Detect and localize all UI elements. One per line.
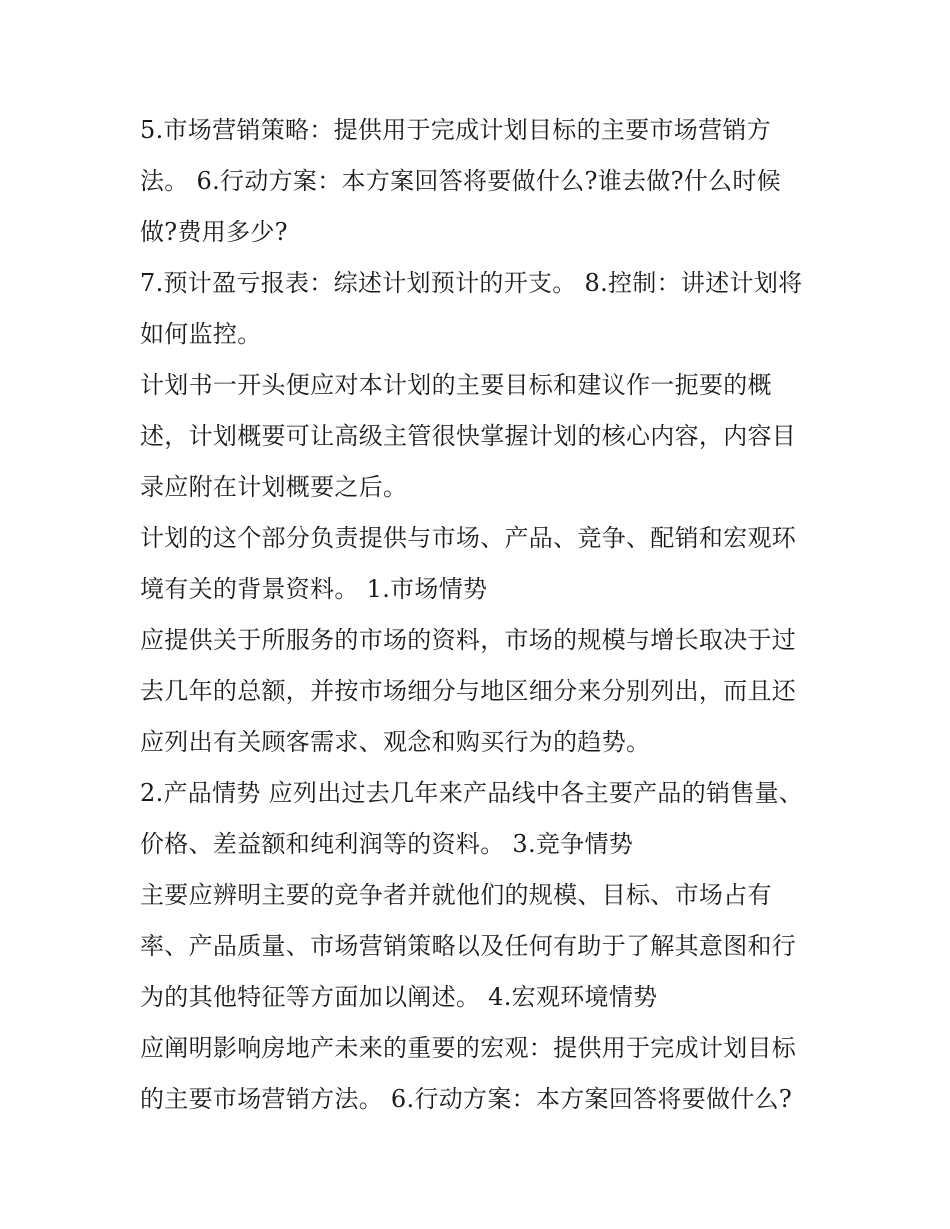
document-body xyxy=(140,105,820,1125)
text-line: 做?费用多少? xyxy=(140,218,288,246)
text-line: 去几年的总额，并按市场细分与地区细分来分别列出，而且还 xyxy=(140,677,797,705)
text-line: 的主要市场营销方法。 6.行动方案：本方案回答将要做什么? xyxy=(140,1085,793,1113)
text-line: 应阐明影响房地产未来的重要的宏观：提供用于完成计划目标 xyxy=(140,1034,797,1062)
text-line: 录应附在计划概要之后。 xyxy=(140,473,408,501)
text-line: 价格、差益额和纯利润等的资料。 3.竞争情势 xyxy=(140,830,634,858)
text-line: 率、产品质量、市场营销策略以及任何有助于了解其意图和行 xyxy=(140,932,797,960)
text-line: 应列出有关顾客需求、观念和购买行为的趋势。 xyxy=(140,728,651,756)
text-line: 如何监控。 xyxy=(140,320,262,348)
text-line: 7.预计盈亏报表：综述计划预计的开支。 8.控制：讲述计划将 xyxy=(140,269,803,297)
text-line: 计划书一开头便应对本计划的主要目标和建议作一扼要的概 xyxy=(140,371,772,399)
text-line: 5.市场营销策略：提供用于完成计划目标的主要市场营销方 xyxy=(140,116,771,144)
text-line: 法。 6.行动方案：本方案回答将要做什么?谁去做?什么时候 xyxy=(140,167,781,195)
text-line: 计划的这个部分负责提供与市场、产品、竞争、配销和宏观环 xyxy=(140,524,797,552)
text-line: 应提供关于所服务的市场的资料，市场的规模与增长取决于过 xyxy=(140,626,797,654)
text-line: 为的其他特征等方面加以阐述。 4.宏观环境情势 xyxy=(140,983,658,1011)
text-line: 境有关的背景资料。 1.市场情势 xyxy=(140,575,488,603)
text-line: 2.产品情势 应列出过去几年来产品线中各主要产品的销售量、 xyxy=(140,779,804,807)
text-line: 述，计划概要可让高级主管很快掌握计划的核心内容，内容目 xyxy=(140,422,797,450)
text-line: 主要应辨明主要的竞争者并就他们的规模、目标、市场占有 xyxy=(140,881,772,909)
